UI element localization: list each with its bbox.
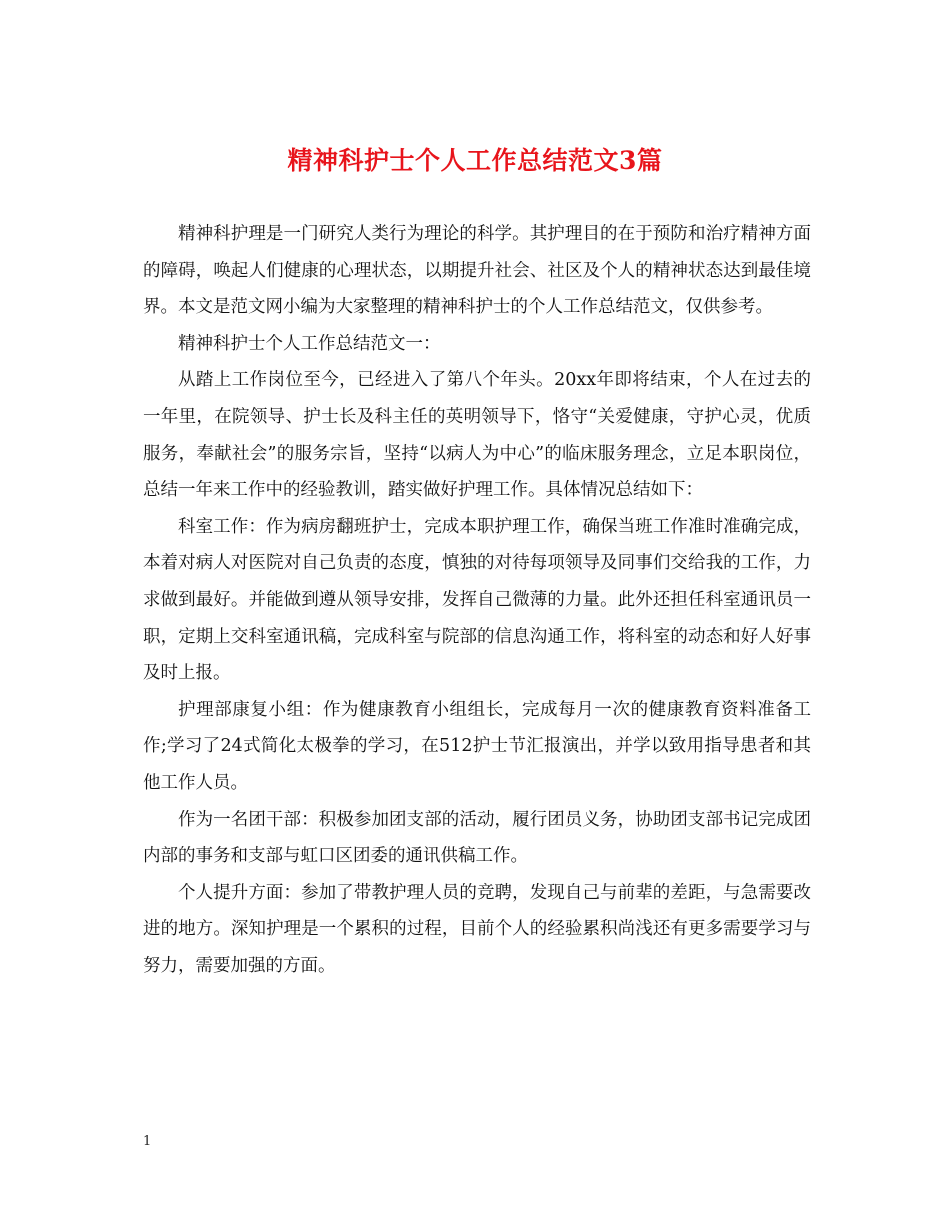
document-body — [143, 216, 811, 984]
paragraph-league-cadre: 作为一名团干部：积极参加团支部的活动，履行团员义务，协助团支部书记完成团内部的事务和支部与虹口区团委的通讯供稿工作。 — [143, 809, 811, 867]
paragraph-personal-growth: 个人提升方面：参加了带教护理人员的竞聘，发现自己与前辈的差距，与急需要改进的地方。深知护理是一个累积的过程，目前个人的经验累积尚浅还有更多需要学习与努力，需要加强的方面。 — [143, 882, 811, 976]
paragraph-section-heading: 精神科护士个人工作总结范文一： — [178, 333, 441, 354]
paragraph-rehab-group: 护理部康复小组：作为健康教育小组组长，完成每月一次的健康教育资料准备工作;学习了24式简化太极拳的学习，在512护士节汇报演出，并学以致用指导患者和其他工作人员。 — [143, 699, 811, 793]
paragraph-intro: 精神科护理是一门研究人类行为理论的科学。其护理目的在于预防和治疗精神方面的障碍，唤起人们健康的心理状态，以期提升社会、社区及个人的精神状态达到最佳境界。本文是范文网小编为大家整理的精神科护士的个人工作总结范文，仅供参考。 — [143, 224, 811, 318]
paragraph-department-work: 科室工作：作为病房翻班护士，完成本职护理工作，确保当班工作准时准确完成，本着对病人对医院对自己负责的态度，慎独的对待每项领导及同事们交给我的工作，力求做到最好。并能做到遵从领导安排，发挥自己微薄的力量。此外还担任科室通讯员一职，定期上交科室通讯稿，完成科室与院部的信息沟通工作，将科室的动态和好人好事及时上报。 — [143, 516, 811, 684]
paragraph-overview: 从踏上工作岗位至今，已经进入了第八个年头。20xx年即将结束，个人在过去的一年里，在院领导、护士长及科主任的英明领导下，恪守“关爱健康，守护心灵，优质服务，奉献社会”的服务宗旨，坚持“以病人为中心”的临床服务理念，立足本职岗位，总结一年来工作中的经验教训，踏实做好护理工作。具体情况总结如下： — [143, 370, 811, 501]
page-number: 1 — [143, 1134, 152, 1149]
document-title: 精神科护士个人工作总结范文3篇 — [287, 146, 663, 175]
